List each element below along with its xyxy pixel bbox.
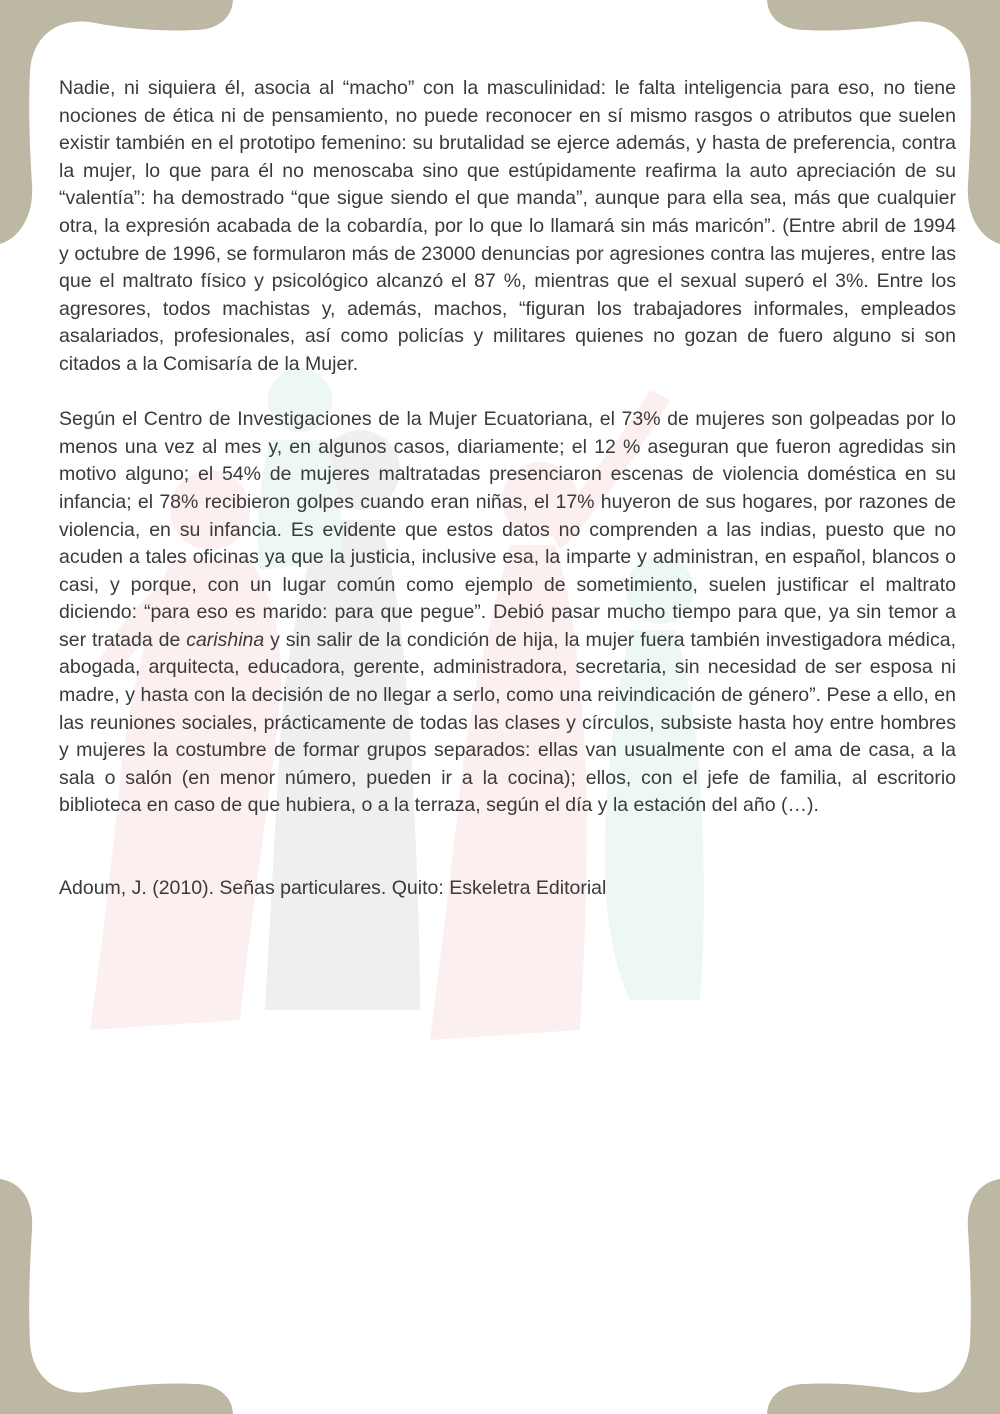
document-body bbox=[59, 75, 956, 903]
frame-corner-bottom-right bbox=[760, 1179, 1000, 1414]
paragraph-1-text: Nadie, ni siquiera él, asocia al “macho” con la masculinidad: le falta inteligencia para eso, no tiene nociones de ética ni de pensamiento, no puede reconocer en sí mismo rasgos o atributos que suelen existir también en el prototipo femenino: su brutalidad se ejerce además, y hasta de preferencia, contra la mujer, lo que para él no menoscaba sino que estúpidamente reafirma la auto apreciación de su “valentía”: ha demostrado “que sigue siendo el que manda”, aunque para ella sea, más que cualquier otra, la expresión acabada de la cobardía, por lo que lo llamará sin más maricón”. (Entre abril de 1994 y octubre de 1996, se formularon más de 23000 denuncias por agresiones contra las mujeres, entre las que el maltrato físico y psicológico alcanzó el 87 %, mientras que el sexual superó el 3%. Entre los agresores, todos machistas y, además, machos, “figuran los trabajadores informales, empleados asalariados, profesionales, así como policías y militares quienes no gozan de fuero alguno si son citados a la Comisaría de la Mujer. bbox=[59, 77, 956, 375]
paragraph-1 bbox=[59, 75, 956, 379]
paragraph-2 bbox=[59, 406, 956, 820]
frame-corner-bottom-left bbox=[0, 1179, 240, 1414]
bibliographic-reference: Adoum, J. (2010). Señas particulares. Quito: Eskeletra Editorial bbox=[59, 877, 607, 900]
paragraph-2-text-end: y sin salir de la condición de hija, la mujer fuera también investigadora médica, abogada, arquitecta, educadora, gerente, administradora, secretaria, sin necesidad de ser esposa ni madre, y hasta con la decisión de no llegar a serlo, como una reivindicación de género”. Pese a ello, en las reuniones sociales, prácticamente de todas las clases y círculos, subsiste hasta hoy entre hombres y mujeres la costumbre de formar grupos separados: ellas van usualmente con el ama de casa, a la sala o salón (en menor número, pueden ir a la cocina); ellos, con el jefe de familia, al escritorio biblioteca en caso de que hubiera, o a la terraza, según el día y la estación del año (…). bbox=[59, 628, 956, 817]
paragraph-2-text-start: Según el Centro de Investigaciones de la Mujer Ecuatoriana, el 73% de mujeres son golpeadas por lo menos una vez al mes y, en algunos casos, diariamente; el 12 % aseguran que fueron agredidas sin motivo alguno; el 54% de mujeres maltratadas presenciaron escenas de violencia doméstica en su infancia; el 78% recibieron golpes cuando eran niñas, el 17% huyeron de sus hogares, por razones de violencia, en su infancia. Es evidente que estos datos no comprenden a las indias, puesto que no acuden a tales oficinas ya que la justicia, inclusive esa, la imparte y administran, en español, blancos o casi, y porque, con un lugar común como ejemplo de sometimiento, suelen justificar el maltrato diciendo: “para eso es marido: para que pegue”. Debió pasar mucho tiempo para que, ya sin temor a ser tratada de bbox=[59, 408, 956, 651]
paragraph-2-italic-term: carishina bbox=[186, 628, 265, 651]
